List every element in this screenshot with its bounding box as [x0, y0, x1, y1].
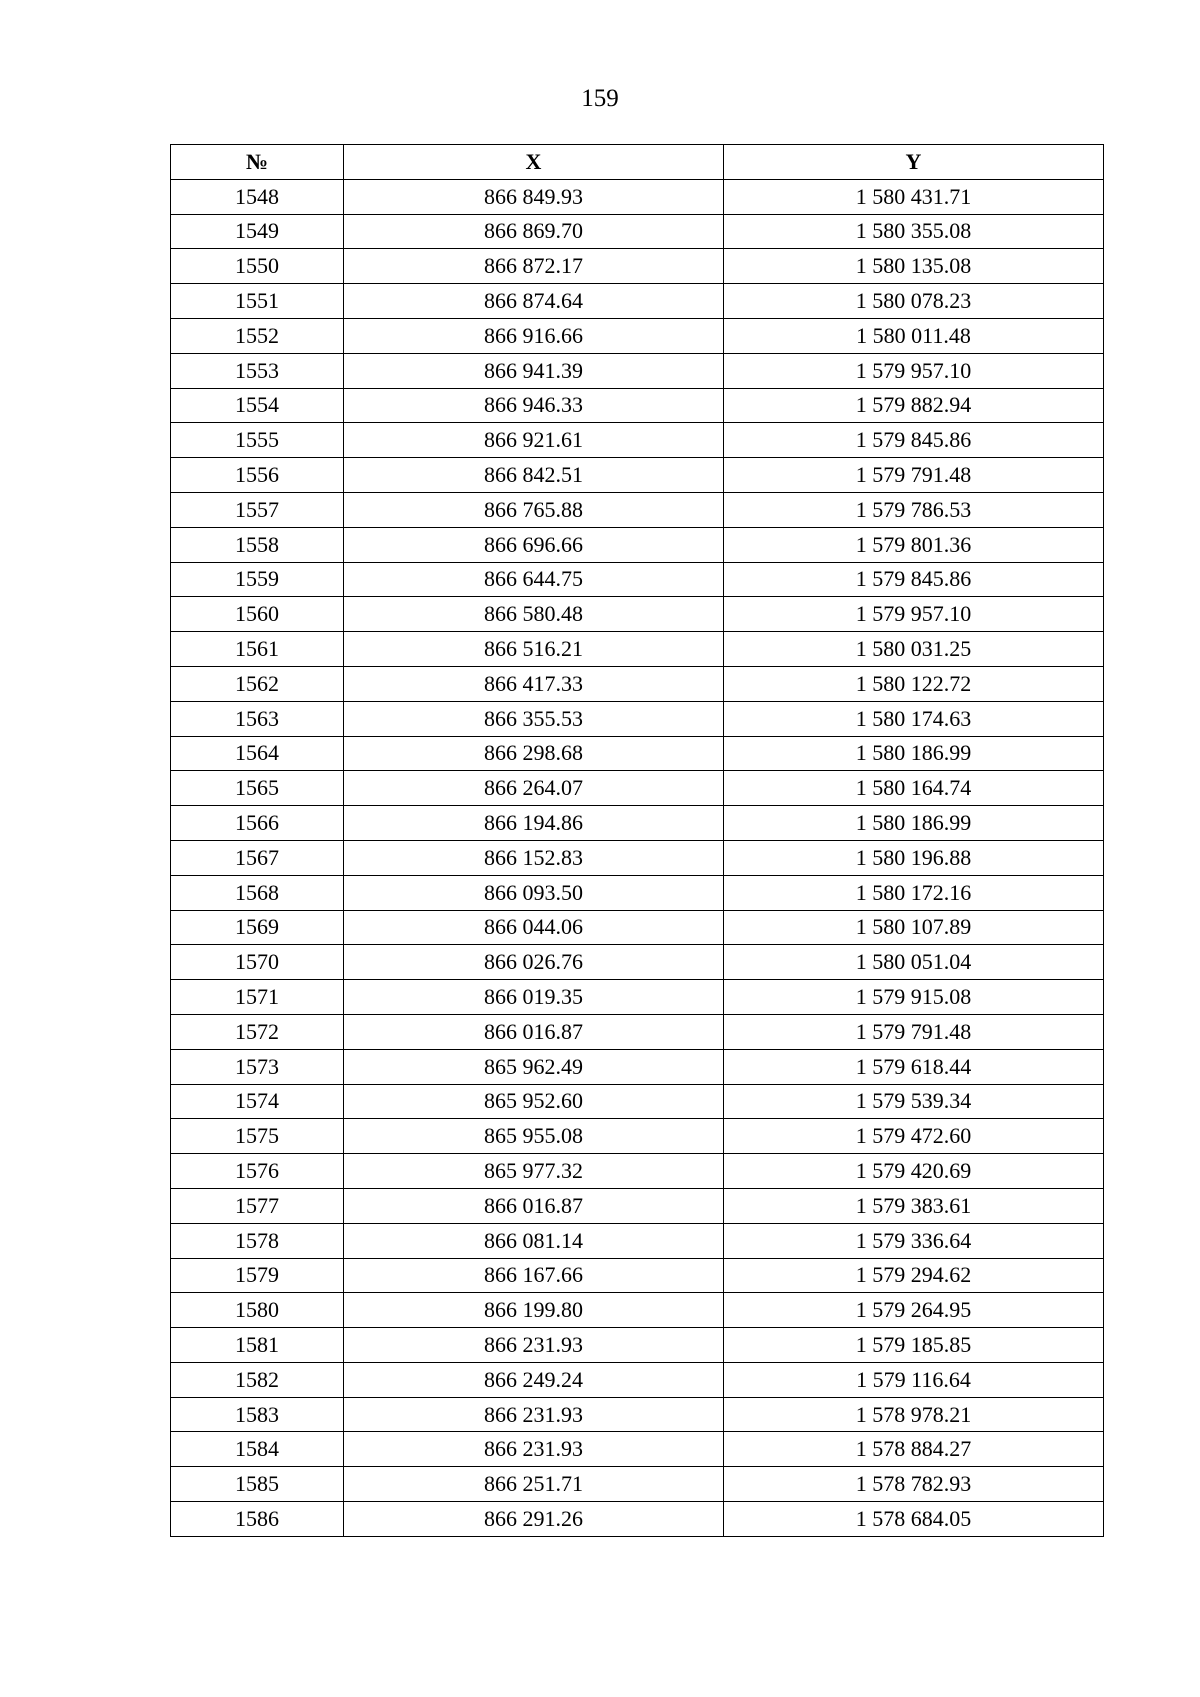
x-coordinate-cell: 866 167.66	[344, 1258, 724, 1293]
y-coordinate-cell: 1 578 978.21	[724, 1397, 1104, 1432]
table-row	[171, 771, 1104, 806]
y-coordinate-cell: 1 580 431.71	[724, 179, 1104, 214]
point-number-cell: 1555	[171, 423, 344, 458]
x-coordinate-cell: 866 026.76	[344, 945, 724, 980]
table-row	[171, 353, 1104, 388]
header-x: X	[344, 145, 724, 180]
y-coordinate-cell: 1 579 383.61	[724, 1188, 1104, 1223]
x-coordinate-cell: 865 962.49	[344, 1049, 724, 1084]
point-number-cell: 1582	[171, 1362, 344, 1397]
point-number-cell: 1563	[171, 701, 344, 736]
y-coordinate-cell: 1 579 791.48	[724, 458, 1104, 493]
y-coordinate-cell: 1 578 684.05	[724, 1502, 1104, 1537]
table-row	[171, 1293, 1104, 1328]
point-number-cell: 1550	[171, 249, 344, 284]
table-row	[171, 1328, 1104, 1363]
point-number-cell: 1577	[171, 1188, 344, 1223]
x-coordinate-cell: 866 765.88	[344, 492, 724, 527]
table-row	[171, 1154, 1104, 1189]
x-coordinate-cell: 866 849.93	[344, 179, 724, 214]
x-coordinate-cell: 866 231.93	[344, 1397, 724, 1432]
y-coordinate-cell: 1 580 186.99	[724, 806, 1104, 841]
point-number-cell: 1578	[171, 1223, 344, 1258]
x-coordinate-cell: 866 152.83	[344, 840, 724, 875]
x-coordinate-cell: 866 516.21	[344, 632, 724, 667]
table-row	[171, 1258, 1104, 1293]
x-coordinate-cell: 866 231.93	[344, 1432, 724, 1467]
x-coordinate-cell: 866 249.24	[344, 1362, 724, 1397]
x-coordinate-cell: 866 580.48	[344, 597, 724, 632]
y-coordinate-cell: 1 579 116.64	[724, 1362, 1104, 1397]
point-number-cell: 1569	[171, 910, 344, 945]
point-number-cell: 1557	[171, 492, 344, 527]
y-coordinate-cell: 1 579 420.69	[724, 1154, 1104, 1189]
point-number-cell: 1559	[171, 562, 344, 597]
table-row	[171, 1014, 1104, 1049]
table-row	[171, 736, 1104, 771]
table-row	[171, 1084, 1104, 1119]
x-coordinate-cell: 866 644.75	[344, 562, 724, 597]
table-row	[171, 1188, 1104, 1223]
table-row	[171, 492, 1104, 527]
y-coordinate-cell: 1 580 031.25	[724, 632, 1104, 667]
x-coordinate-cell: 866 093.50	[344, 875, 724, 910]
point-number-cell: 1549	[171, 214, 344, 249]
point-number-cell: 1548	[171, 179, 344, 214]
y-coordinate-cell: 1 579 845.86	[724, 423, 1104, 458]
table-row	[171, 423, 1104, 458]
x-coordinate-cell: 866 199.80	[344, 1293, 724, 1328]
y-coordinate-cell: 1 579 336.64	[724, 1223, 1104, 1258]
x-coordinate-cell: 866 946.33	[344, 388, 724, 423]
table-row	[171, 214, 1104, 249]
table-row	[171, 1432, 1104, 1467]
point-number-cell: 1586	[171, 1502, 344, 1537]
x-coordinate-cell: 866 417.33	[344, 666, 724, 701]
x-coordinate-cell: 866 251.71	[344, 1467, 724, 1502]
y-coordinate-cell: 1 579 882.94	[724, 388, 1104, 423]
x-coordinate-cell: 866 194.86	[344, 806, 724, 841]
x-coordinate-cell: 866 355.53	[344, 701, 724, 736]
table-header-row	[171, 145, 1104, 180]
point-number-cell: 1565	[171, 771, 344, 806]
point-number-cell: 1554	[171, 388, 344, 423]
table-row	[171, 840, 1104, 875]
y-coordinate-cell: 1 580 011.48	[724, 318, 1104, 353]
y-coordinate-cell: 1 579 791.48	[724, 1014, 1104, 1049]
point-number-cell: 1570	[171, 945, 344, 980]
table-body	[171, 179, 1104, 1536]
point-number-cell: 1560	[171, 597, 344, 632]
table-row	[171, 1502, 1104, 1537]
point-number-cell: 1568	[171, 875, 344, 910]
table-row	[171, 632, 1104, 667]
point-number-cell: 1576	[171, 1154, 344, 1189]
y-coordinate-cell: 1 579 472.60	[724, 1119, 1104, 1154]
point-number-cell: 1553	[171, 353, 344, 388]
table-row	[171, 875, 1104, 910]
table-row	[171, 666, 1104, 701]
y-coordinate-cell: 1 580 355.08	[724, 214, 1104, 249]
x-coordinate-cell: 866 874.64	[344, 284, 724, 319]
x-coordinate-cell: 866 264.07	[344, 771, 724, 806]
table-row	[171, 179, 1104, 214]
y-coordinate-cell: 1 578 782.93	[724, 1467, 1104, 1502]
y-coordinate-cell: 1 579 294.62	[724, 1258, 1104, 1293]
point-number-cell: 1581	[171, 1328, 344, 1363]
y-coordinate-cell: 1 580 122.72	[724, 666, 1104, 701]
y-coordinate-cell: 1 580 135.08	[724, 249, 1104, 284]
point-number-cell: 1583	[171, 1397, 344, 1432]
header-number: №	[171, 145, 344, 180]
table-row	[171, 249, 1104, 284]
x-coordinate-cell: 866 081.14	[344, 1223, 724, 1258]
table-row	[171, 945, 1104, 980]
y-coordinate-cell: 1 579 957.10	[724, 353, 1104, 388]
point-number-cell: 1575	[171, 1119, 344, 1154]
table-row	[171, 1397, 1104, 1432]
x-coordinate-cell: 866 916.66	[344, 318, 724, 353]
table-row	[171, 1223, 1104, 1258]
y-coordinate-cell: 1 580 196.88	[724, 840, 1104, 875]
point-number-cell: 1551	[171, 284, 344, 319]
x-coordinate-cell: 866 231.93	[344, 1328, 724, 1363]
x-coordinate-cell: 866 872.17	[344, 249, 724, 284]
point-number-cell: 1567	[171, 840, 344, 875]
y-coordinate-cell: 1 578 884.27	[724, 1432, 1104, 1467]
x-coordinate-cell: 866 869.70	[344, 214, 724, 249]
y-coordinate-cell: 1 580 078.23	[724, 284, 1104, 319]
y-coordinate-cell: 1 579 915.08	[724, 980, 1104, 1015]
point-number-cell: 1556	[171, 458, 344, 493]
table-row	[171, 388, 1104, 423]
y-coordinate-cell: 1 579 786.53	[724, 492, 1104, 527]
y-coordinate-cell: 1 580 107.89	[724, 910, 1104, 945]
y-coordinate-cell: 1 580 051.04	[724, 945, 1104, 980]
table-row	[171, 980, 1104, 1015]
table-row	[171, 701, 1104, 736]
point-number-cell: 1571	[171, 980, 344, 1015]
table-row	[171, 1119, 1104, 1154]
x-coordinate-cell: 866 291.26	[344, 1502, 724, 1537]
point-number-cell: 1564	[171, 736, 344, 771]
table-row	[171, 1467, 1104, 1502]
point-number-cell: 1573	[171, 1049, 344, 1084]
point-number-cell: 1574	[171, 1084, 344, 1119]
y-coordinate-cell: 1 579 957.10	[724, 597, 1104, 632]
y-coordinate-cell: 1 579 618.44	[724, 1049, 1104, 1084]
header-y: Y	[724, 145, 1104, 180]
y-coordinate-cell: 1 579 264.95	[724, 1293, 1104, 1328]
x-coordinate-cell: 866 696.66	[344, 527, 724, 562]
point-number-cell: 1585	[171, 1467, 344, 1502]
table-row	[171, 284, 1104, 319]
coordinates-table	[170, 144, 1104, 1537]
table-row	[171, 1049, 1104, 1084]
x-coordinate-cell: 865 977.32	[344, 1154, 724, 1189]
x-coordinate-cell: 865 952.60	[344, 1084, 724, 1119]
y-coordinate-cell: 1 580 172.16	[724, 875, 1104, 910]
x-coordinate-cell: 865 955.08	[344, 1119, 724, 1154]
table-row	[171, 562, 1104, 597]
table-row	[171, 1362, 1104, 1397]
y-coordinate-cell: 1 579 539.34	[724, 1084, 1104, 1119]
table-row	[171, 910, 1104, 945]
point-number-cell: 1561	[171, 632, 344, 667]
x-coordinate-cell: 866 016.87	[344, 1188, 724, 1223]
point-number-cell: 1562	[171, 666, 344, 701]
x-coordinate-cell: 866 921.61	[344, 423, 724, 458]
x-coordinate-cell: 866 842.51	[344, 458, 724, 493]
x-coordinate-cell: 866 016.87	[344, 1014, 724, 1049]
point-number-cell: 1566	[171, 806, 344, 841]
y-coordinate-cell: 1 580 164.74	[724, 771, 1104, 806]
y-coordinate-cell: 1 579 845.86	[724, 562, 1104, 597]
table-row	[171, 597, 1104, 632]
point-number-cell: 1572	[171, 1014, 344, 1049]
y-coordinate-cell: 1 579 801.36	[724, 527, 1104, 562]
y-coordinate-cell: 1 579 185.85	[724, 1328, 1104, 1363]
point-number-cell: 1552	[171, 318, 344, 353]
x-coordinate-cell: 866 941.39	[344, 353, 724, 388]
table-row	[171, 458, 1104, 493]
point-number-cell: 1584	[171, 1432, 344, 1467]
table-row	[171, 318, 1104, 353]
table-row	[171, 806, 1104, 841]
x-coordinate-cell: 866 044.06	[344, 910, 724, 945]
point-number-cell: 1580	[171, 1293, 344, 1328]
y-coordinate-cell: 1 580 186.99	[724, 736, 1104, 771]
x-coordinate-cell: 866 019.35	[344, 980, 724, 1015]
point-number-cell: 1579	[171, 1258, 344, 1293]
page-number: 159	[581, 85, 619, 112]
x-coordinate-cell: 866 298.68	[344, 736, 724, 771]
point-number-cell: 1558	[171, 527, 344, 562]
table-row	[171, 527, 1104, 562]
y-coordinate-cell: 1 580 174.63	[724, 701, 1104, 736]
